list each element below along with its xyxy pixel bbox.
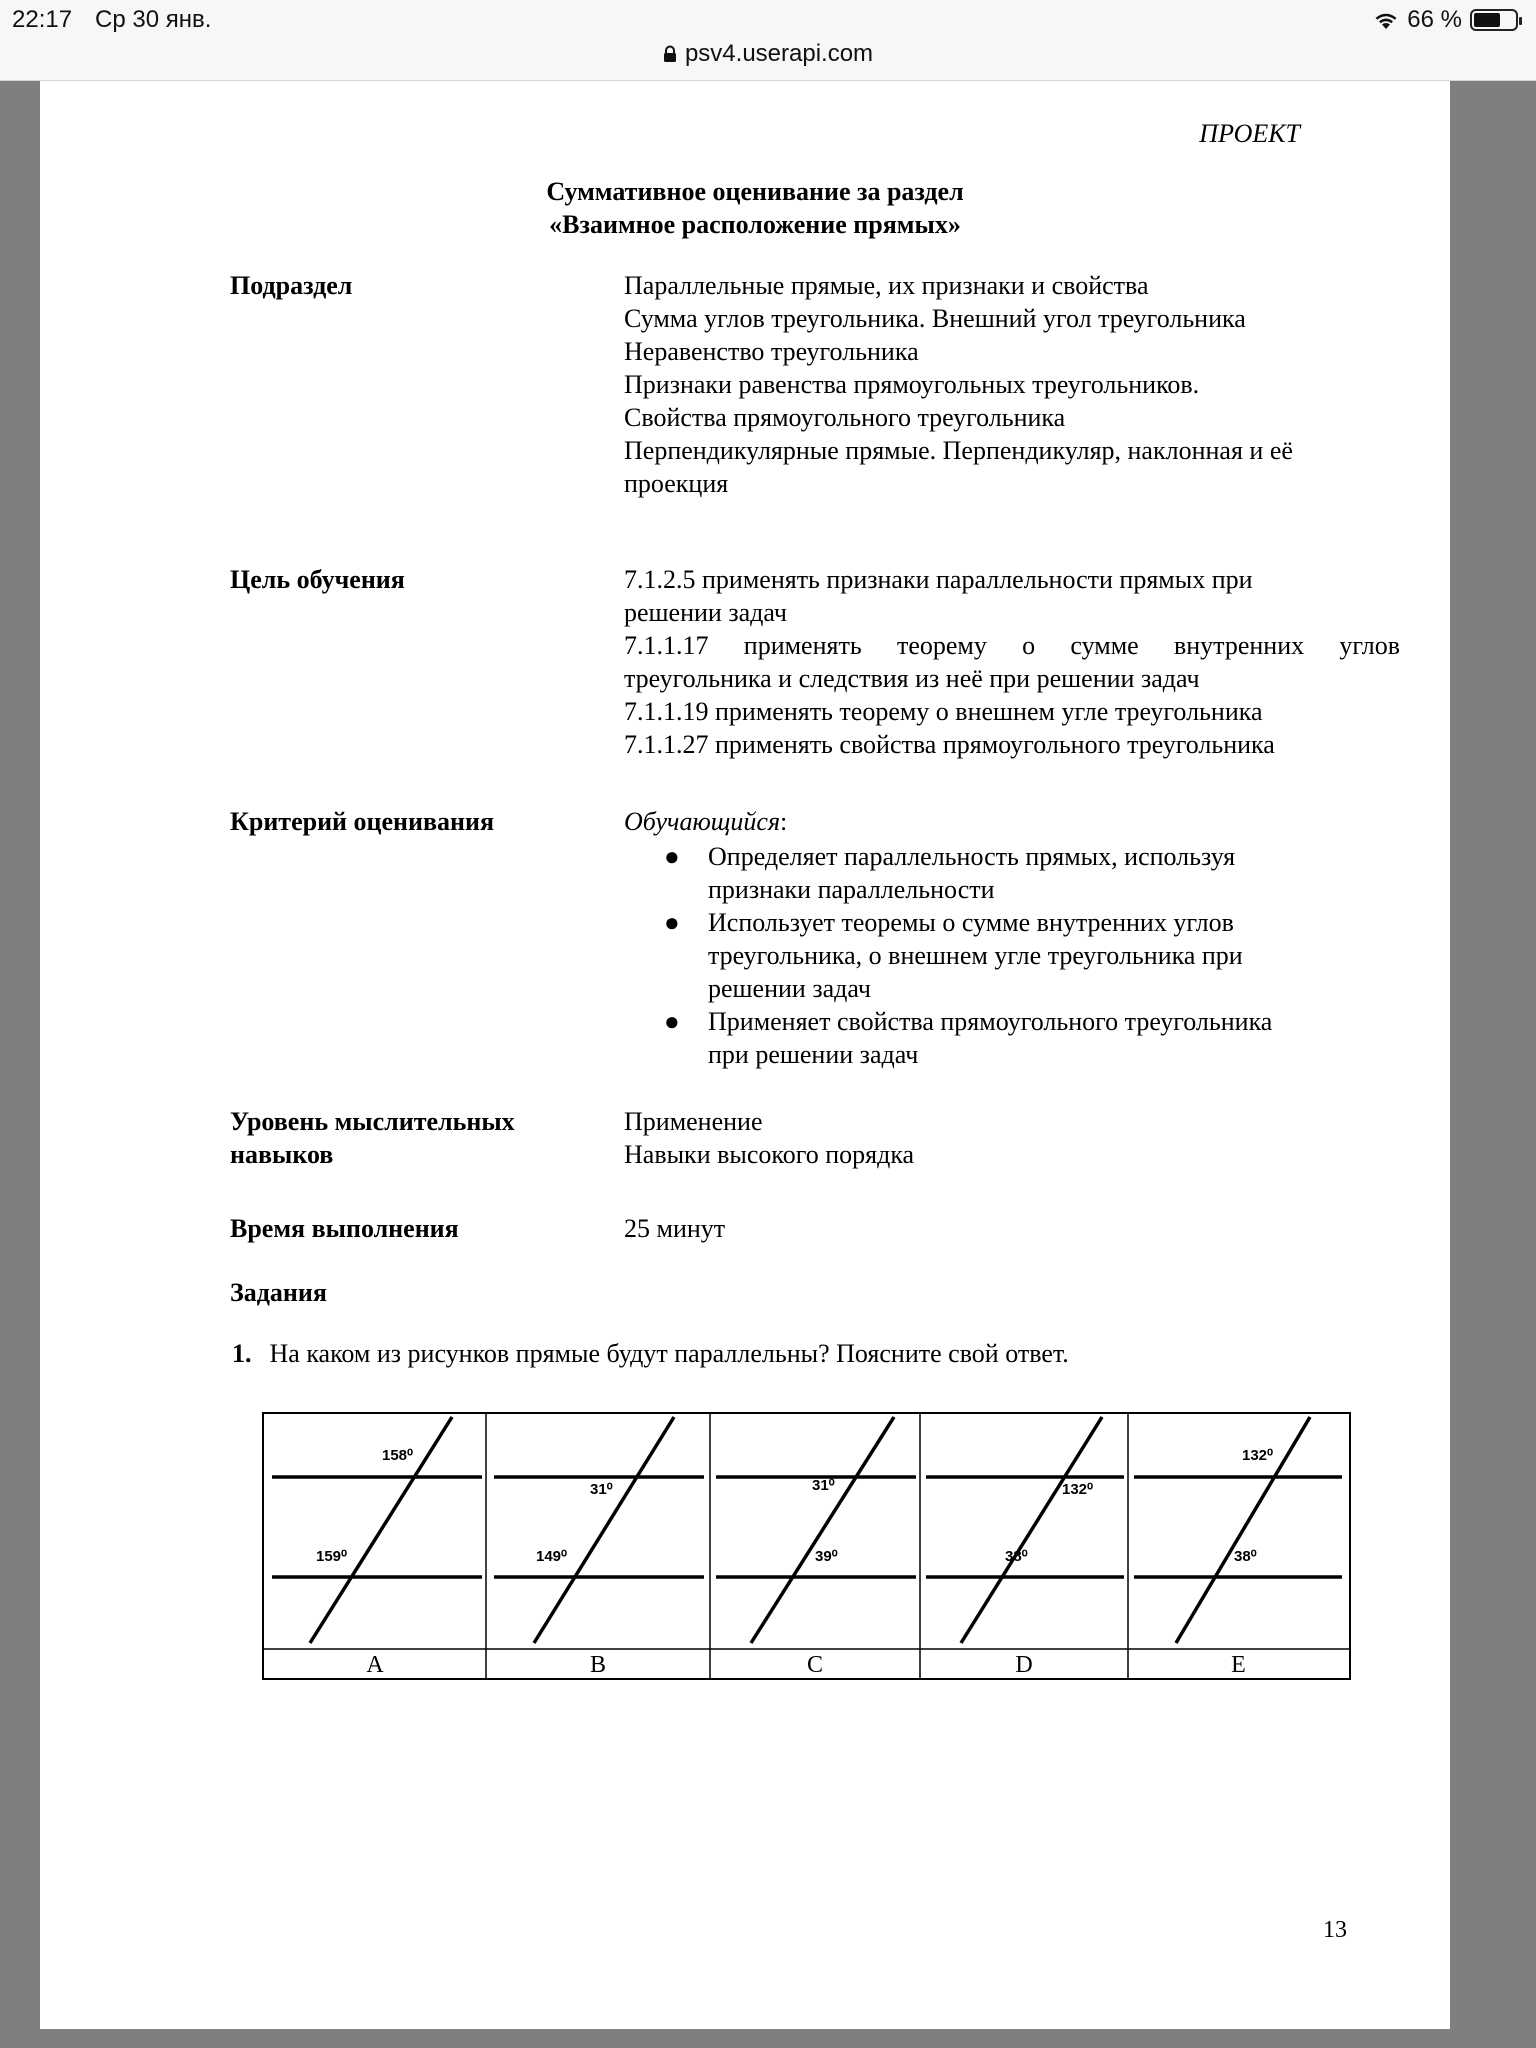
goal-line: 7.1.1.27 применять свойства прямоугольного треугольника <box>624 730 1275 759</box>
criteria-item <box>624 906 1400 1005</box>
angle-label-bottom: 39⁰ <box>815 1548 838 1565</box>
wifi-icon <box>1373 10 1399 30</box>
criteria-item-line: треугольника, о внешнем угле треугольника при <box>708 941 1243 970</box>
transversal-line <box>751 1417 894 1643</box>
angle-label-top: 31⁰ <box>590 1481 613 1498</box>
document-title <box>0 175 1510 241</box>
time-value: 25 минут <box>624 1214 726 1243</box>
subsection-line: Параллельные прямые, их признаки и свойства <box>624 271 1149 300</box>
bullet-icon: ● <box>664 842 680 871</box>
figure-caption: C <box>806 1652 823 1678</box>
subsection-line: Признаки равенства прямоугольных треугольников. <box>624 370 1200 399</box>
lock-icon <box>663 45 677 63</box>
goal-line: треугольника и следствия из неё при решении задач <box>624 664 1200 693</box>
goal-line: 7.1.2.5 применять признаки параллельности прямых при <box>624 565 1253 594</box>
page-number: 13 <box>1323 1917 1347 1943</box>
task-text: На каком из рисунков прямые будут параллельны? Поясните свой ответ. <box>269 1339 1069 1368</box>
figure-caption: A <box>366 1652 384 1678</box>
thinking-level-value <box>624 1105 1400 1171</box>
thinking-level-line: Применение <box>624 1107 763 1136</box>
criteria-item-line: решении задач <box>708 974 871 1003</box>
criteria-item-line: Определяет параллельность прямых, используя <box>708 842 1236 871</box>
task-number: 1. <box>232 1339 252 1368</box>
thinking-level-label <box>230 1105 515 1171</box>
thinking-level-label-line: Уровень мыслительных <box>230 1107 515 1136</box>
angle-label-bottom: 149⁰ <box>536 1548 568 1565</box>
figure-caption: B <box>589 1652 606 1678</box>
criteria-item <box>624 840 1400 906</box>
angle-label-bottom: 38⁰ <box>1234 1548 1257 1565</box>
goal-label: Цель обучения <box>230 565 405 594</box>
url-text: psv4.userapi.com <box>684 40 874 67</box>
transversal-line <box>961 1417 1102 1643</box>
figures-table <box>262 1412 1351 1680</box>
figure-captions <box>264 1650 1349 1680</box>
angle-label-top: 158⁰ <box>382 1447 414 1464</box>
angle-label-bottom: 38⁰ <box>1005 1548 1028 1565</box>
criteria-item-line: при решении задач <box>708 1040 919 1069</box>
subsection-line: Сумма углов треугольника. Внешний угол треугольника <box>624 304 1246 333</box>
figures-drawing <box>264 1414 1349 1678</box>
status-date: Ср 30 янв. <box>95 6 212 33</box>
criteria-intro <box>624 805 1400 838</box>
angle-label-top: 132⁰ <box>1242 1447 1274 1464</box>
status-right <box>1373 6 1518 34</box>
thinking-level-line: Навыки высокого порядка <box>624 1140 915 1169</box>
subsection-line: Неравенство треугольника <box>624 337 919 366</box>
bullet-icon: ● <box>664 1007 680 1036</box>
criteria-item-line: признаки параллельности <box>708 875 995 904</box>
title-line-1: Суммативное оценивание за раздел <box>546 177 964 206</box>
criteria-list <box>624 840 1400 1071</box>
goal-line: решении задач <box>624 598 787 627</box>
criteria-item <box>624 1005 1400 1071</box>
subsection-value <box>624 269 1400 500</box>
figure-caption: D <box>1015 1652 1033 1678</box>
battery-fill <box>1474 13 1500 27</box>
draft-mark: ПРОЕКТ <box>1199 119 1300 148</box>
subsection-label: Подраздел <box>230 271 353 300</box>
goal-line: 7.1.1.19 применять теорему о внешнем угле треугольника <box>624 697 1263 726</box>
goal-line: 7.1.1.17 применять теорему о сумме внутренних углов <box>624 631 1400 660</box>
status-bar <box>0 0 1536 81</box>
task-1 <box>232 1339 1069 1369</box>
angle-label-top: 132⁰ <box>1062 1481 1094 1498</box>
subsection-line: проекция <box>624 469 729 498</box>
status-time: 22:17 <box>12 6 73 33</box>
tasks-heading: Задания <box>230 1278 327 1307</box>
thinking-level-label-line: навыков <box>230 1140 334 1169</box>
criteria-intro-text: Обучающийся <box>624 807 781 836</box>
criteria-value <box>624 805 1400 1071</box>
angle-label-bottom: 159⁰ <box>316 1548 348 1565</box>
battery-percent: 66 % <box>1407 6 1462 33</box>
battery-icon <box>1470 9 1518 31</box>
title-line-2: «Взаимное расположение прямых» <box>549 210 961 239</box>
subsection-line: Перпендикулярные прямые. Перпендикуляр, наклонная и её <box>624 436 1293 465</box>
address-bar[interactable] <box>0 40 1536 68</box>
criteria-intro-colon: : <box>780 807 788 836</box>
subsection-line: Свойства прямоугольного треугольника <box>624 403 1066 432</box>
criteria-label: Критерий оценивания <box>230 807 495 836</box>
bullet-icon: ● <box>664 908 680 937</box>
document-page <box>40 81 1450 2029</box>
figure-caption: E <box>1231 1652 1246 1678</box>
angle-label-top: 31⁰ <box>812 1477 835 1494</box>
goal-value <box>624 563 1400 761</box>
criteria-item-line: Использует теоремы о сумме внутренних углов <box>708 908 1234 937</box>
transversal-line <box>534 1417 674 1643</box>
criteria-item-line: Применяет свойства прямоугольного треугольника <box>708 1007 1273 1036</box>
time-label: Время выполнения <box>230 1214 459 1243</box>
transversal-line <box>310 1417 452 1643</box>
